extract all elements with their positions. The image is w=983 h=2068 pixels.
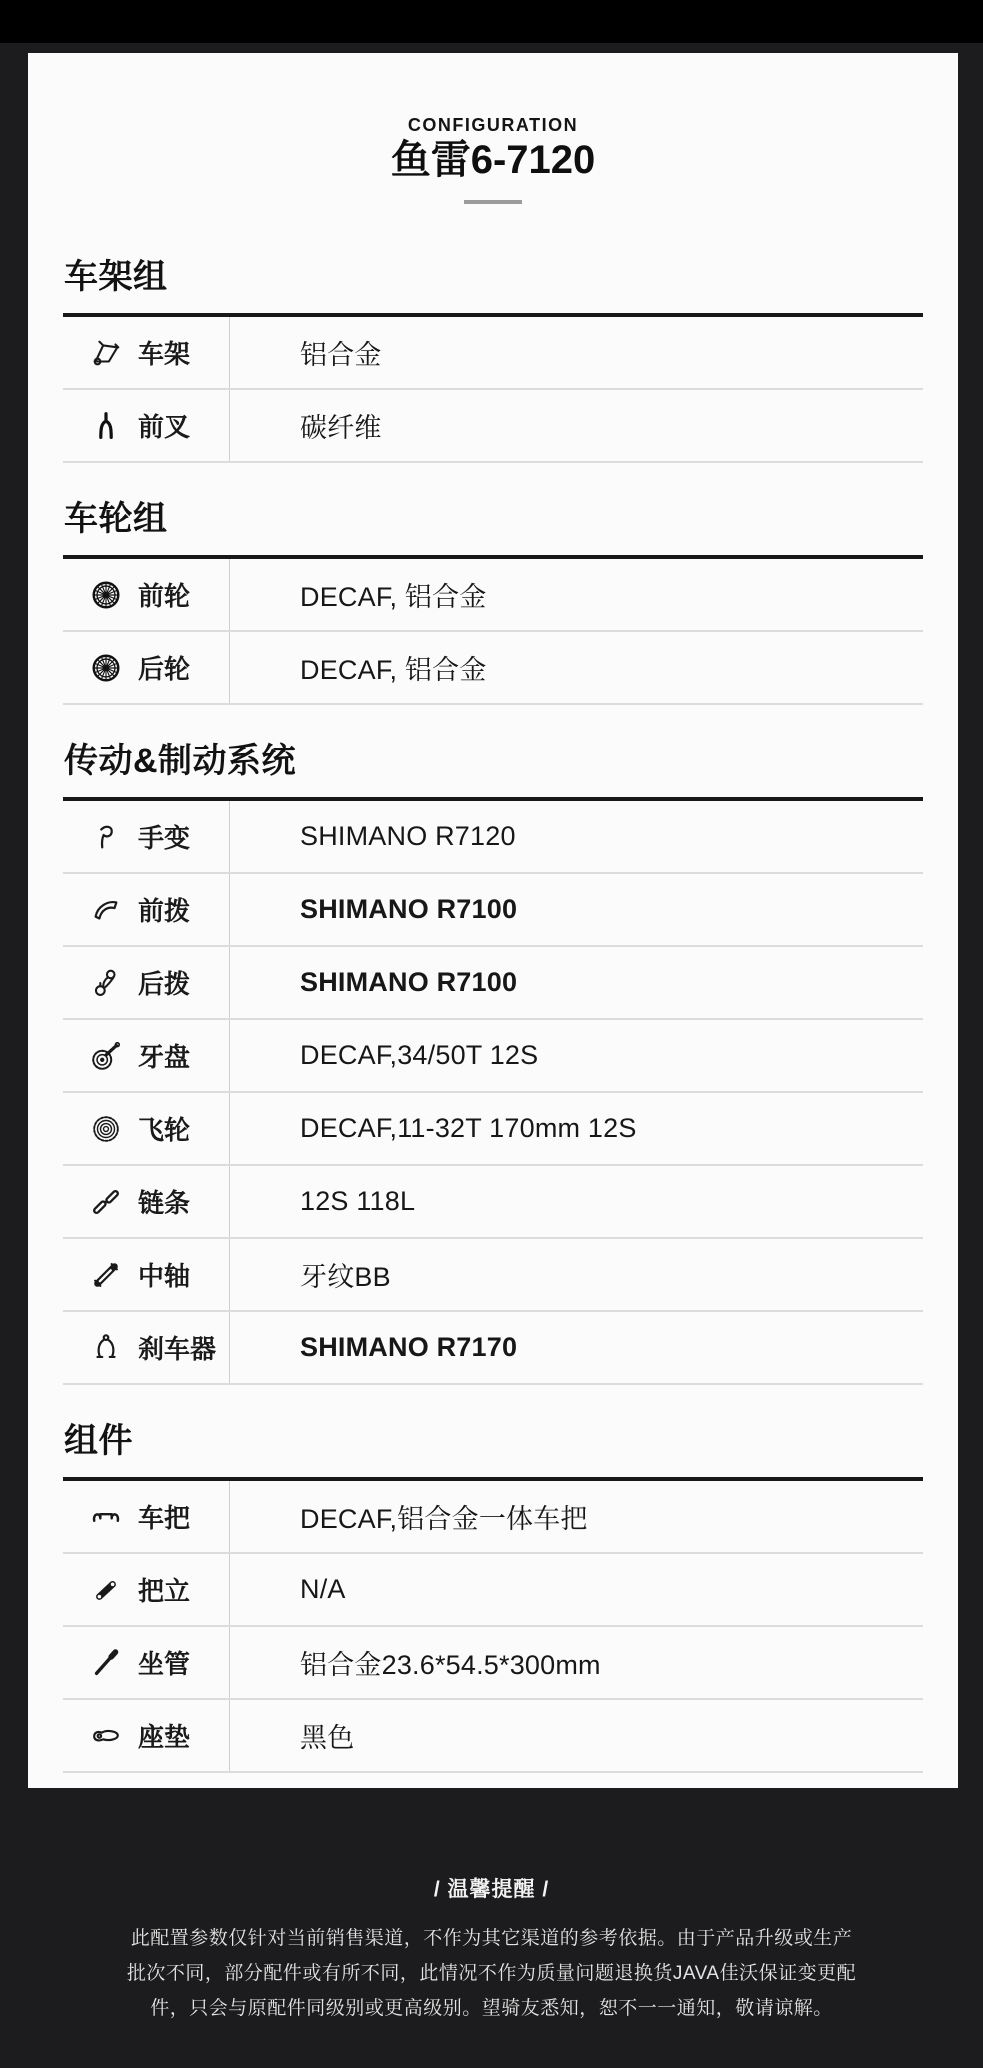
table-row (63, 632, 923, 705)
brake-icon (87, 1329, 125, 1367)
bottom-bracket-icon (87, 1256, 125, 1294)
spec-label: 链条 (138, 1188, 191, 1218)
footer-reminder-title: / 温馨提醒 / (433, 1878, 550, 1901)
table-row (63, 1700, 923, 1773)
table-row (63, 1627, 923, 1700)
spec-value: SHIMANO R7100 (300, 894, 518, 924)
table-row (63, 1166, 923, 1239)
table-row (63, 317, 923, 390)
stem-icon (87, 1571, 125, 1609)
spec-label: 车架 (138, 339, 191, 369)
footer-disclaimer (0, 1873, 983, 2026)
crankset-icon (87, 1037, 125, 1075)
spec-label: 把立 (138, 1576, 191, 1606)
spec-value: 碳纤维 (300, 413, 382, 443)
spec-value: DECAF,34/50T 12S (300, 1040, 539, 1070)
eyebrow-label: CONFIGURATION (407, 115, 579, 135)
section-title: 传动&制动系统 (64, 742, 297, 780)
spec-label: 飞轮 (138, 1115, 191, 1145)
frame-icon (87, 334, 125, 372)
spec-label: 前轮 (138, 581, 191, 611)
page-title: 鱼雷6-7120 (390, 138, 596, 182)
spec-label: 刹车器 (138, 1334, 217, 1364)
footer-line-3: 件，只会与原配件同级别或更高级别。望骑友悉知，恕不一一通知，敬请谅解。 (150, 1998, 833, 2019)
rear-derailleur-icon (87, 964, 125, 1002)
spec-value: SHIMANO R7120 (300, 821, 516, 851)
table-row (63, 1020, 923, 1093)
spec-label: 中轴 (138, 1261, 191, 1291)
title-underline (464, 200, 522, 204)
section-title: 组件 (64, 1422, 133, 1460)
section-title: 车架组 (64, 258, 168, 296)
spec-label: 座垫 (138, 1722, 191, 1752)
section-drivetrain-brakes (63, 739, 923, 1385)
spec-value: DECAF, 铝合金 (300, 582, 487, 612)
spec-value: SHIMANO R7100 (300, 967, 518, 997)
spec-label: 前叉 (138, 412, 191, 442)
front-wheel-icon (87, 576, 125, 614)
table-row (63, 1312, 923, 1385)
footer-line-2: 批次不同，部分配件或有所不同，此情况不作为质量问题退换货JAVA佳沃保证变更配 (126, 1963, 857, 1984)
saddle-icon (87, 1717, 125, 1755)
section-components (63, 1419, 923, 1773)
spec-value: 黑色 (300, 1723, 355, 1753)
footer-line-1: 此配置参数仅针对当前销售渠道，不作为其它渠道的参考依据。由于产品升级或生产 (130, 1928, 853, 1949)
table-row (63, 801, 923, 874)
spec-label: 车把 (138, 1503, 191, 1533)
spec-label: 后轮 (138, 654, 191, 684)
chain-icon (87, 1183, 125, 1221)
top-letterbox-strip (0, 0, 983, 43)
spec-value: DECAF,11-32T 170mm 12S (300, 1113, 637, 1143)
table-row (63, 1481, 923, 1554)
table-row (63, 1554, 923, 1627)
table-row (63, 874, 923, 947)
spec-label: 手变 (138, 823, 191, 853)
front-derailleur-icon (87, 891, 125, 929)
table-row (63, 1093, 923, 1166)
section-wheelset (63, 497, 923, 705)
seatpost-icon (87, 1644, 125, 1682)
table-row (63, 559, 923, 632)
section-title: 车轮组 (64, 500, 168, 538)
spec-value: 牙纹BB (300, 1262, 391, 1292)
rear-wheel-icon (87, 649, 125, 687)
table-row (63, 390, 923, 463)
spec-label: 坐管 (138, 1649, 191, 1679)
spec-value: 12S 118L (300, 1186, 416, 1216)
spec-label: 后拨 (138, 969, 191, 999)
fork-icon (87, 407, 125, 445)
spec-value: N/A (300, 1574, 346, 1604)
spec-value: SHIMANO R7170 (300, 1332, 518, 1362)
cassette-icon (87, 1110, 125, 1148)
spec-value: DECAF,铝合金一体车把 (300, 1504, 588, 1534)
spec-label: 牙盘 (138, 1042, 191, 1072)
spec-value: 铝合金 (300, 340, 382, 370)
shifter-icon (87, 818, 125, 856)
table-row (63, 947, 923, 1020)
spec-value: 铝合金23.6*54.5*300mm (300, 1650, 601, 1680)
section-frameset (63, 255, 923, 463)
spec-value: DECAF, 铝合金 (300, 655, 487, 685)
table-row (63, 1239, 923, 1312)
spec-label: 前拨 (138, 896, 191, 926)
spec-card (28, 53, 958, 1788)
handlebar-icon (87, 1498, 125, 1536)
